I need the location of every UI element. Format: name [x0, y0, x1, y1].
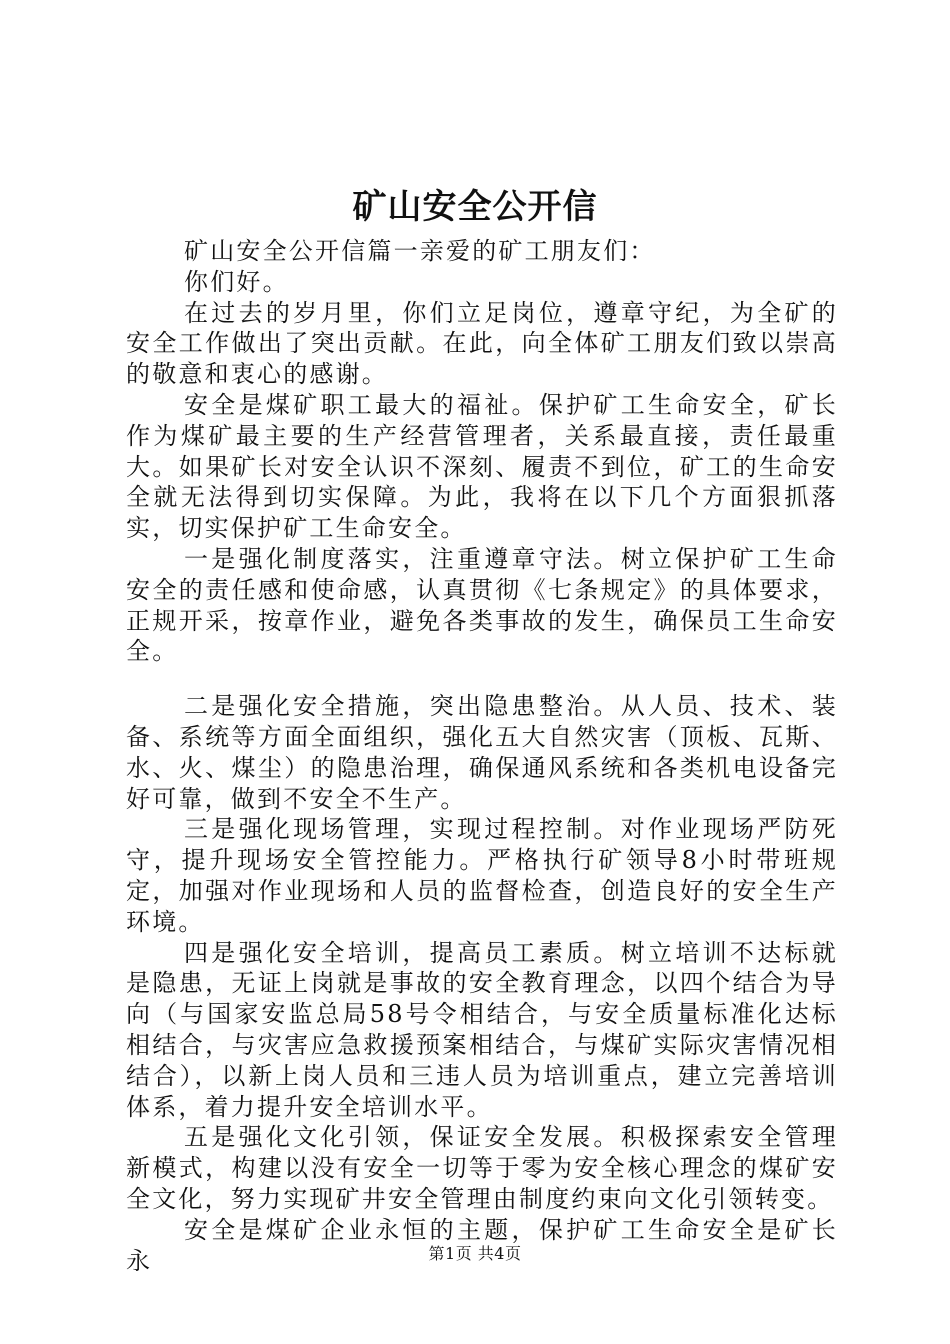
paragraph-salutation: 你们好。 — [184, 267, 289, 296]
paragraph-point-two: 二是强化安全措施，突出隐患整治。从人员、技术、装备、系统等方面全面组织，强化五大自然灾害（顶板、瓦斯、水、火、煤尘）的隐患治理，确保通风系统和各类机电设备完好可靠，做到不安全不生产。 — [126, 692, 838, 813]
paragraph-greeting: 矿山安全公开信篇一亲爱的矿工朋友们： — [184, 237, 656, 265]
paragraph-point-three: 三是强化现场管理，实现过程控制。对作业现场严防死守，提升现场安全管控能力。严格执行矿领导8小时带班规定，加强对作业现场和人员的监督检查，创造良好的安全生产环境。 — [126, 815, 838, 936]
paragraph-thanks: 在过去的岁月里，你们立足岗位，遵章守纪，为全矿的安全工作做出了突出贡献。在此，向全体矿工朋友们致以崇高的敬意和衷心的感谢。 — [126, 298, 838, 389]
paragraph-point-five: 五是强化文化引领，保证安全发展。积极探索安全管理新模式，构建以没有安全一切等于零为安全核心理念的煤矿安全文化，努力实现矿井安全管理由制度约束向文化引领转变。 — [126, 1123, 838, 1213]
paragraph-point-one: 一是强化制度落实，注重遵章守法。树立保护矿工生命安全的责任感和使命感，认真贯彻《七条规定》的具体要求，正规开采，按章作业，避免各类事故的发生，确保员工生命安全。 — [126, 544, 838, 666]
paragraph-point-four: 四是强化安全培训，提高员工素质。树立培训不达标就是隐患，无证上岗就是事故的安全教育理念，以四个结合为导向（与国家安监总局58号令相结合，与安全质量标准化达标相结合，与灾害应急救援预案相结合，与煤矿实际灾害情况相结合），以新上岗人员和三违人员为培训重点，建立完善培训体系，着力提升安全培训水平。 — [126, 938, 838, 1121]
page-title: 矿山安全公开信 — [352, 187, 598, 227]
letter-body — [126, 236, 838, 1276]
paragraph-closing: 安全是煤矿企业永恒的主题，保护矿工生命安全是矿长永 — [126, 1215, 838, 1275]
page-number-footer: 第1页 共4页 — [428, 1244, 522, 1263]
paragraph-responsibility: 安全是煤矿职工最大的福祉。保护矿工生命安全，矿长作为煤矿最主要的生产经营管理者，关系最直接，责任最重大。如果矿长对安全认识不深刻、履责不到位，矿工的生命安全就无法得到切实保障。为此，我将在以下几个方面狠抓落实，切实保护矿工生命安全。 — [126, 390, 838, 543]
